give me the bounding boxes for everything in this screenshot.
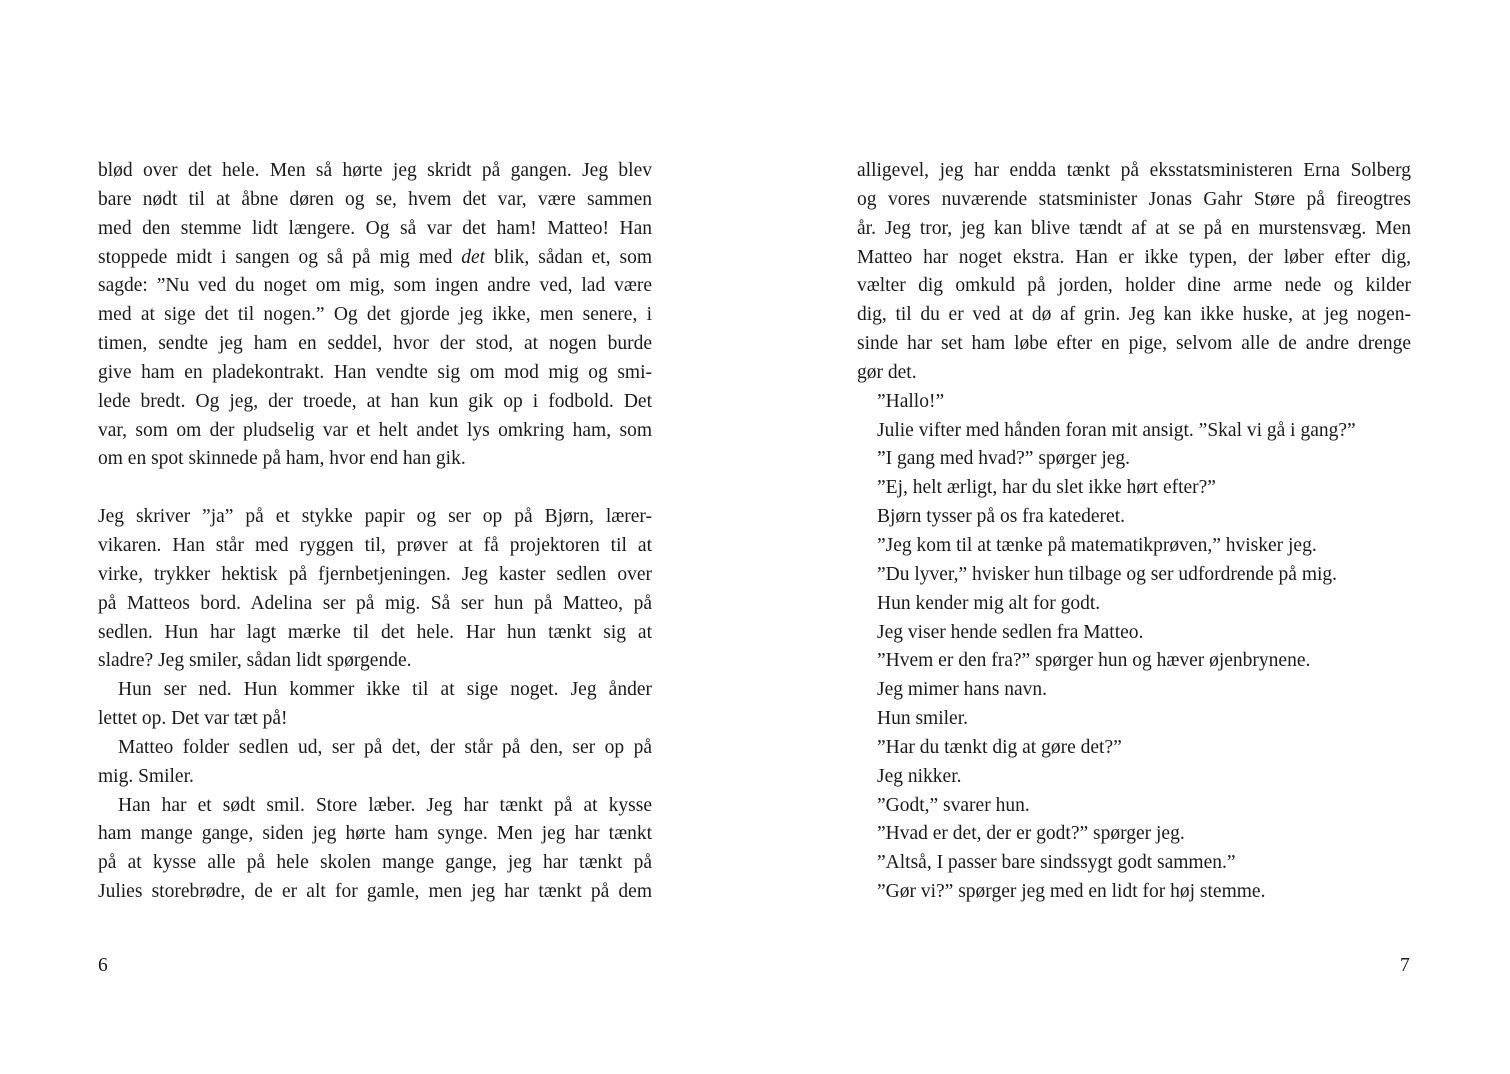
text-line: ”I gang med hvad?” spørger jeg. xyxy=(877,448,1131,470)
text-line: ”Du lyver,” hvisker hun tilbage og ser udfordrende på mig. xyxy=(877,563,1338,585)
text-line: Jeg mimer hans navn. xyxy=(877,679,1048,701)
section-break xyxy=(98,474,652,503)
text-line: vælter dig omkuld på jorden, holder dine arme nede og kilder xyxy=(857,275,1411,297)
text-line: alligevel, jeg har endda tænkt på eksstatsministeren Erna Solberg xyxy=(857,160,1411,181)
text-line: timen, sendte jeg ham en seddel, hvor der stod, at nogen burde xyxy=(98,333,652,355)
text-line: Hun ser ned. Hun kommer ikke til at sige noget. Jeg ånder xyxy=(118,679,652,701)
text-line: ham mange gange, siden jeg hørte ham synge. Men jeg har tænkt xyxy=(98,823,652,845)
text-line: sladre? Jeg smiler, sådan lidt spørgende. xyxy=(98,650,412,672)
text-line: med at sige det til nogen.” Og det gjorde jeg ikke, men senere, i xyxy=(98,304,652,326)
text-segment: blik, sådan et, som xyxy=(485,246,652,268)
text-line: på Matteos bord. Adelina ser på mig. Så ser hun på Matteo, på xyxy=(98,592,652,614)
text-line: Jeg nikker. xyxy=(877,765,962,787)
text-line: år. Jeg tror, jeg kan blive tændt af at se på en murstensvæg. Men xyxy=(857,217,1411,239)
text-line: om en spot skinnede på ham, hvor end han gik. xyxy=(98,448,466,470)
text-line: lede bredt. Og jeg, der troede, at han kun gik op i fodbold. Det xyxy=(98,390,652,412)
text-line: lettet op. Det var tæt på! xyxy=(98,708,288,730)
text-line: ”Hvem er den fra?” spørger hun og hæver øjenbrynene. xyxy=(877,650,1311,672)
right-page xyxy=(857,157,1411,907)
text-line: virke, trykker hektisk på fjernbetjeningen. Jeg kaster sedlen over xyxy=(98,563,652,585)
text-line: Matteo har noget ekstra. Han er ikke typen, der løber efter dig, xyxy=(857,246,1411,268)
text-line: med den stemme lidt længere. Og så var det ham! Matteo! Han xyxy=(98,217,652,239)
text-line: ”Hallo!” xyxy=(877,390,945,412)
text-line: sagde: ”Nu ved du noget om mig, som ingen andre ved, lad være xyxy=(98,275,652,297)
page-number-left: 6 xyxy=(98,955,108,976)
text-line: ”Hvad er det, der er godt?” spørger jeg. xyxy=(877,823,1185,845)
text-line: ”Altså, I passer bare sindssygt godt sammen.” xyxy=(877,852,1236,874)
text-line: Julie vifter med hånden foran mit ansigt. ”Skal vi gå i gang?” xyxy=(877,419,1356,441)
text-line: give ham en pladekontrakt. Han vendte sig om mod mig og smi- xyxy=(98,361,652,383)
text-line: Matteo folder sedlen ud, ser på det, der står på den, ser op på xyxy=(118,736,652,758)
text-line: ”Godt,” svarer hun. xyxy=(877,794,1030,816)
text-line: Julies storebrødre, de er alt for gamle, men jeg har tænkt på dem xyxy=(98,881,652,903)
text-line: Jeg skriver ”ja” på et stykke papir og ser op på Bjørn, lærer- xyxy=(98,506,652,528)
text-line: bare nødt til at åbne døren og se, hvem det var, være sammen xyxy=(98,188,652,210)
text-line: ”Har du tænkt dig at gøre det?” xyxy=(877,736,1122,758)
text-line: blød over det hele. Men så hørte jeg skridt på gangen. Jeg blev xyxy=(98,160,652,181)
text-line: på at kysse alle på hele skolen mange gange, jeg har tænkt på xyxy=(98,852,652,874)
text-line: ”Gør vi?” spørger jeg med en lidt for høj stemme. xyxy=(877,881,1266,903)
text-line: vikaren. Han står med ryggen til, prøver at få projektoren til at xyxy=(98,534,652,556)
text-line: dig, til du er ved at dø af grin. Jeg kan ikke huske, at jeg nogen- xyxy=(857,304,1411,326)
text-line: ”Jeg kom til at tænke på matematikprøven,” hvisker jeg. xyxy=(877,534,1317,556)
text-line: Bjørn tysser på os fra katederet. xyxy=(877,506,1125,528)
text-segment: stoppede midt i sangen og så på mig med xyxy=(98,246,462,268)
text-line: gør det. xyxy=(857,361,917,383)
text-line: og vores nuværende statsminister Jonas Gahr Støre på fireogtres xyxy=(857,188,1411,210)
text-line: Jeg viser hende sedlen fra Matteo. xyxy=(877,621,1144,643)
text-line: Han har et sødt smil. Store læber. Jeg har tænkt på at kysse xyxy=(118,794,652,816)
text-line: Hun smiler. xyxy=(877,708,968,730)
text-line xyxy=(98,244,652,273)
text-line: sedlen. Hun har lagt mærke til det hele. Har hun tænkt sig at xyxy=(98,621,652,643)
page-number-right: 7 xyxy=(1400,955,1410,976)
text-line: mig. Smiler. xyxy=(98,765,194,787)
text-line: Hun kender mig alt for godt. xyxy=(877,592,1101,614)
text-line: var, som om der pludselig var et helt andet lys omkring ham, som xyxy=(98,419,652,441)
text-line: sinde har set ham løbe efter en pige, selvom alle de andre drenge xyxy=(857,333,1411,355)
text-line: ”Ej, helt ærligt, har du slet ikke hørt efter?” xyxy=(877,477,1216,499)
left-page xyxy=(98,157,652,907)
italic-word: det xyxy=(461,246,486,268)
